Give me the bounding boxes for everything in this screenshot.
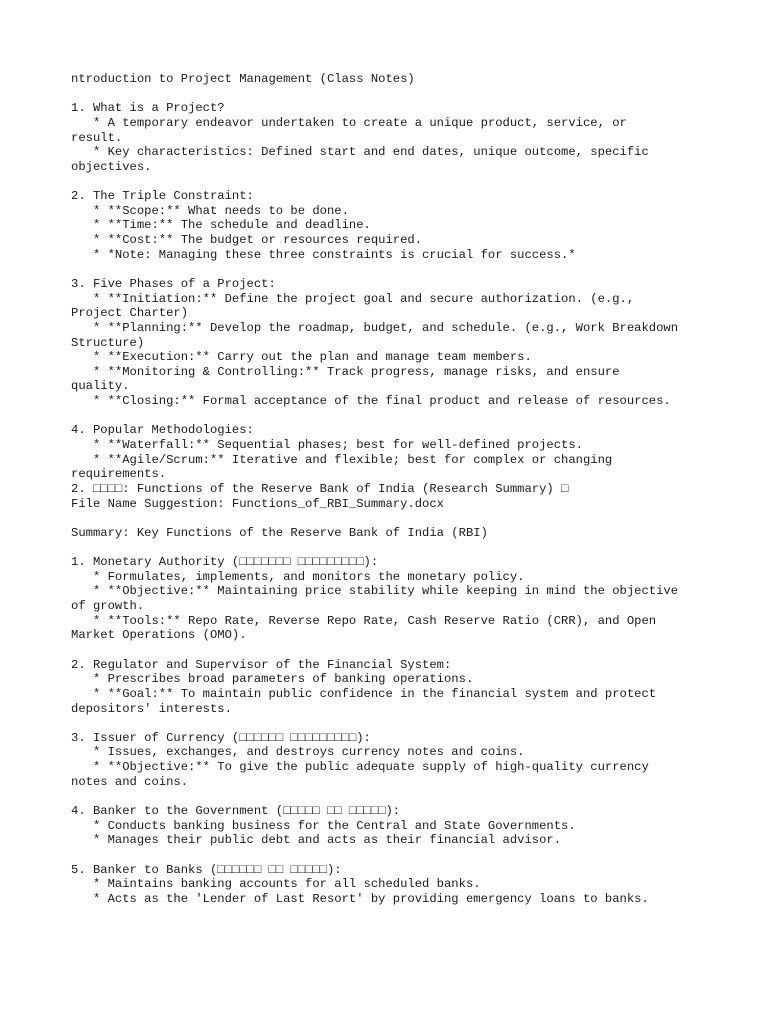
document-line: 5. Banker to Banks (□□□□□□ □□ □□□□□): — [71, 862, 342, 877]
blank-line — [71, 643, 711, 658]
blank-line — [71, 409, 711, 424]
document-line: * **Scope:** What needs to be done. — [71, 203, 349, 218]
blank-line — [71, 262, 711, 277]
document-line: * **Cost:** The budget or resources required. — [71, 233, 423, 248]
blank-line — [71, 87, 711, 102]
document-line: ntroduction to Project Management (Class Notes) — [71, 72, 415, 86]
document-line: * **Execution:** Carry out the plan and manage team members. — [71, 350, 532, 365]
document-line: 1. Monetary Authority (□□□□□□□ □□□□□□□□□): — [71, 555, 379, 570]
document-line: 4. Banker to the Government (□□□□□ □□ □□□□□): — [71, 804, 401, 819]
document-body — [71, 72, 711, 907]
document-line: * Prescribes broad parameters of banking operations. — [71, 672, 474, 687]
document-line: Structure) — [71, 335, 145, 350]
blank-line — [71, 174, 711, 189]
document-line: objectives. — [71, 159, 152, 174]
document-line: * Manages their public debt and acts as their financial advisor. — [71, 833, 562, 848]
document-line: * Issues, exchanges, and destroys currency notes and coins. — [71, 745, 525, 760]
document-line: File Name Suggestion: Functions_of_RBI_Summary.docx — [71, 496, 444, 511]
blank-line — [71, 541, 711, 556]
document-line: * **Time:** The schedule and deadline. — [71, 218, 371, 233]
document-line: of growth. — [71, 599, 145, 614]
document-line: * Conducts banking business for the Central and State Governments. — [71, 818, 576, 833]
document-line: * **Agile/Scrum:** Iterative and flexible; best for complex or changing — [71, 452, 613, 467]
blank-line — [71, 789, 711, 804]
document-line: result. — [71, 130, 123, 145]
blank-line — [71, 848, 711, 863]
document-line: 3. Issuer of Currency (□□□□□□ □□□□□□□□□): — [71, 730, 371, 745]
document-line: notes and coins. — [71, 774, 189, 789]
document-line: * A temporary endeavor undertaken to create a unique product, service, or — [71, 115, 627, 130]
document-line: 2. □□□□: Functions of the Reserve Bank of India (Research Summary) □ — [71, 481, 569, 496]
document-line: * **Tools:** Repo Rate, Reverse Repo Rate, Cash Reserve Ratio (CRR), and Open — [71, 613, 657, 628]
document-line: * **Closing:** Formal acceptance of the final product and release of resources. — [71, 394, 671, 409]
document-line: * **Waterfall:** Sequential phases; best for well-defined projects. — [71, 438, 583, 453]
blank-line — [71, 716, 711, 731]
document-line: * *Note: Managing these three constraints is crucial for success.* — [71, 247, 576, 262]
document-line: requirements. — [71, 467, 167, 482]
document-line: * Formulates, implements, and monitors the monetary policy. — [71, 569, 525, 584]
document-line: * **Initiation:** Define the project goal and secure authorization. (e.g., — [71, 291, 635, 306]
document-line: 4. Popular Methodologies: — [71, 423, 254, 438]
document-line: * **Planning:** Develop the roadmap, budget, and schedule. (e.g., Work Breakdown — [71, 320, 679, 335]
document-line: * **Objective:** Maintaining price stability while keeping in mind the objective — [71, 584, 679, 599]
document-line: * Maintains banking accounts for all scheduled banks. — [71, 877, 481, 892]
document-line: 2. Regulator and Supervisor of the Financial System: — [71, 657, 452, 672]
document-line: 1. What is a Project? — [71, 101, 225, 116]
document-line: Market Operations (OMO). — [71, 628, 247, 643]
document-line: * Key characteristics: Defined start and end dates, unique outcome, specific — [71, 145, 649, 160]
document-line: 2. The Triple Constraint: — [71, 189, 254, 204]
blank-line — [71, 511, 711, 526]
document-line: * **Objective:** To give the public adequate supply of high-quality currency — [71, 760, 649, 775]
document-line: 3. Five Phases of a Project: — [71, 276, 276, 291]
document-line: depositors' interests. — [71, 701, 232, 716]
document-line: quality. — [71, 379, 130, 394]
document-line: Summary: Key Functions of the Reserve Bank of India (RBI) — [71, 525, 488, 540]
document-line: * **Monitoring & Controlling:** Track progress, manage risks, and ensure — [71, 364, 620, 379]
document-line: * Acts as the 'Lender of Last Resort' by providing emergency loans to banks. — [71, 891, 649, 906]
document-line: Project Charter) — [71, 306, 189, 321]
document-line: * **Goal:** To maintain public confidence in the financial system and protect — [71, 686, 657, 701]
